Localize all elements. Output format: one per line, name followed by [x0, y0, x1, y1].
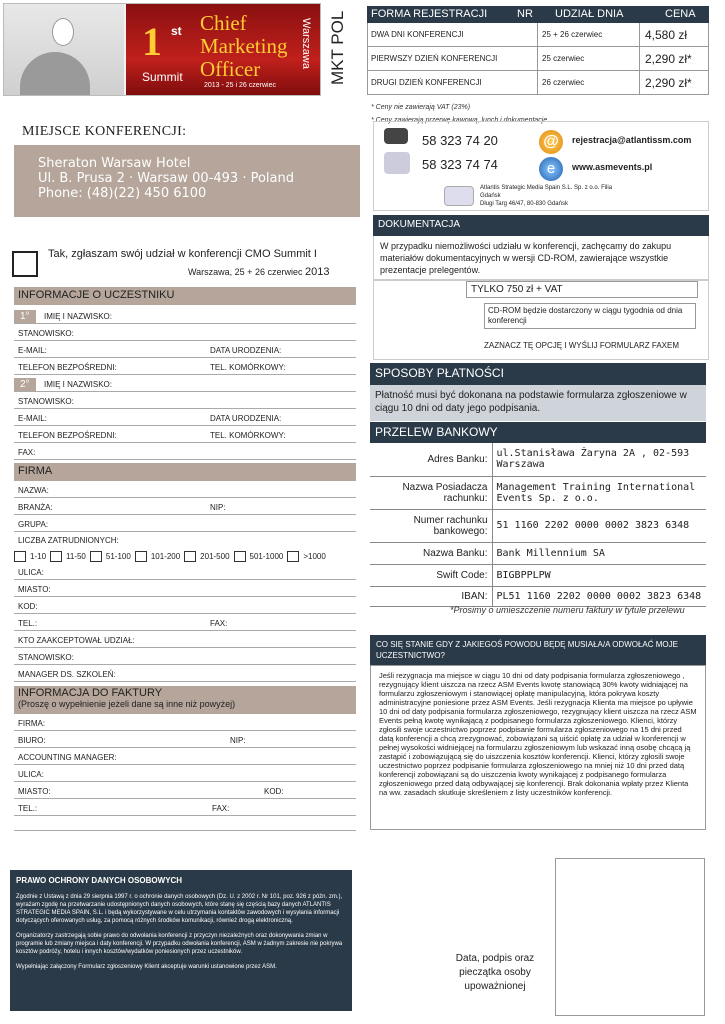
employees-checkbox[interactable]	[287, 551, 299, 562]
logo-dates: 2013 - 25 i 26 czerwiec	[204, 82, 276, 89]
company-city[interactable]: MIASTO:	[14, 580, 356, 597]
employees-checkbox[interactable]	[90, 551, 102, 562]
venue-title: MIEJSCE KONFERENCJI:	[22, 124, 187, 139]
bank-row: IBAN: PL51 1160 2202 0000 0002 3823 6348	[370, 586, 706, 606]
lightbulb-icon	[52, 18, 74, 46]
employees-checkbox[interactable]	[234, 551, 246, 562]
privacy-cancel: Organizatorzy zastrzegają sobie prawo do odwołania konferencji z przyczyn niezależnych oraz dokonywania zmian w programie lub zmiany miejsca i daty konferencji. W przypadku odwołania konferencji, ASM w żadnym zakresie nie pokrywa kosztów podróży, hotelu i innych kosztów/wydatków poniesionych przez uczestników.	[16, 933, 343, 955]
employees-checkbox[interactable]	[14, 551, 26, 562]
employees-checkbox[interactable]	[135, 551, 147, 562]
payment-header: SPOSOBY PŁATNOŚCI	[370, 363, 706, 385]
includes-note: * Ceny zawierają przerwę kawową, lunch i dokumentacje	[371, 117, 548, 124]
registration-title: FORMA REJESTRACJI	[371, 8, 488, 20]
envelope-icon	[444, 186, 474, 206]
row-name: DWA DNI KONFERENCJI	[371, 30, 464, 39]
invoice-accounting[interactable]: ACCOUNTING MANAGER:	[14, 748, 356, 765]
col-days: UDZIAŁ DNIA	[555, 8, 624, 20]
company-header: FIRMA	[14, 463, 356, 481]
row-days: 26 czerwiec	[542, 78, 585, 87]
phone-number[interactable]: 58 323 74 20	[422, 133, 498, 148]
registration-row[interactable]	[367, 71, 709, 95]
participant-2-position[interactable]: STANOWISKO:	[14, 392, 356, 409]
registration-row[interactable]	[367, 23, 709, 47]
participate-text: Tak, zgłaszam swój udział w konferencji CMO Summit I	[48, 248, 317, 260]
cdrom-price: TYLKO 750 zł + VAT	[466, 281, 698, 298]
row-price: 2,290 zł*	[645, 76, 692, 90]
company-accepted-by[interactable]: KTO ZAAKCEPTOWAŁ UDZIAŁ:	[14, 631, 356, 648]
divider	[14, 830, 356, 831]
invoice-tel[interactable]: TEL.: FAX:	[14, 799, 356, 816]
privacy-accept: Wypełniając załączony Formularz zgłoszeniowy Klient akceptuje warunki ustanowione przez ASM.	[16, 964, 277, 970]
participate-checkbox[interactable]	[12, 251, 38, 277]
company-tel[interactable]: TEL.: FAX:	[14, 614, 356, 631]
company-branch[interactable]: BRANŻA: NIP:	[14, 498, 356, 515]
vat-note: * Ceny nie zawierają VAT (23%)	[371, 104, 471, 111]
company-code[interactable]: KOD:	[14, 597, 356, 614]
logo-ordinal: st	[171, 24, 182, 38]
company-position[interactable]: STANOWISKO:	[14, 648, 356, 665]
website-link[interactable]: www.asmevents.pl	[572, 162, 653, 172]
company-street[interactable]: ULICA:	[14, 563, 356, 580]
privacy-consent: Zgodnie z Ustawą z dnia 29 sierpnia 1997 r. o ochronie danych osobowych (Dz. U. z 2002 r. Nr 101, poz. 926 z późn. zm.), wyrażam zgodę na przetwarzanie udostępnionych danych osobowych, które stanę się częścią bazy danych ATLANTIS STRATEGIC MEDIA SPAIN, S.L. i będą wykorzystywane w celu utrzymania kontaktów zawodowych i wysyłania informacji dotyczących oferowanych usług, za pomocą różnych środków komunikacji, również drogą elektroniczną.	[16, 894, 343, 924]
summit-logo	[3, 3, 321, 96]
mkt-label: MKT POL	[328, 10, 347, 86]
invoice-header: INFORMACJA DO FAKTURY (Proszę o wypełnienie jeżeli dane są inne niż powyżej)	[14, 686, 356, 714]
venue-box	[14, 145, 360, 217]
participant-1-name[interactable]: 1° IMIĘ I NAZWISKO:	[14, 307, 356, 324]
documentation-header: DOKUMENTACJA	[373, 215, 709, 236]
transfer-header: PRZELEW BANKOWY	[370, 422, 706, 443]
participant-1-phone[interactable]: TELEFON BEZPOŚREDNI: TEL. KOMÓRKOWY:	[14, 358, 356, 375]
participant-2-email[interactable]: E-MAIL: DATA URODZENIA:	[14, 409, 356, 426]
row-name: PIERWSZY DZIEŃ KONFERENCJI	[371, 54, 498, 63]
logo-city: Warszawa	[300, 18, 312, 69]
browser-icon: e	[539, 157, 563, 181]
participant-2-phone[interactable]: TELEFON BEZPOŚREDNI: TEL. KOMÓRKOWY:	[14, 426, 356, 443]
cdrom-note: CD-ROM będzie dostarczony w ciągu tygodnia od dnia konferencji	[484, 303, 696, 329]
registration-row[interactable]	[367, 47, 709, 71]
row-days: 25 czerwiec	[542, 54, 585, 63]
bank-row: Swift Code: BIGBPPLPW	[370, 564, 706, 586]
participate-subtitle: Warszawa, 25 + 26 czerwiec 2013	[188, 266, 330, 278]
privacy-title: PRAWO OCHRONY DANYCH OSOBOWYCH	[16, 876, 183, 885]
payment-text: Płatność musi być dokonana na podstawie formularza zgłoszeniowe w ciągu 10 dni od daty jego podpisania.	[370, 385, 706, 421]
cancel-text: Jeśli rezygnacja ma miejsce w ciągu 10 dni od daty podpisania formularza zgłoszeniowego , rezygnujący klient uiszcza na rzecz ASM Events kwotę stanowiącą 30% kwoty widniającej na formularzu zgłoszeniowym i stanowiącej opłatę manipulacyjną, która pokrywa koszty administracyjne poniesione przez ASM Events. Jeśli rezygnacja Klienta ma miejsce po upływie 10 dni od daty podpisania formularza zgłoszeniowego, rezygnujący klient uiszcza na rzecz ASM Events pełną kwotę wynikającą z podpisanego formularza zgłoszeniowego. Klienci, którzy zgłosili swoje uczestnictwo poprzez podpisanie formularza zgłoszeniowego na 15 dni przed datą konferencji a chcą zrezygnować, zobowiązani są uiścić opłatę za udział w konferencji w pełnej wysokości widniejącej na formularzu zgłoszeniowym lub wskazać inną osobę chcącą ją zastąpić i zobowiązującą się do uiszczenia kosztów konferencji. Klienci, którzy zgłosili swoje uczestnictwo poprzez podpisanie formularza zgłoszeniowego na mniej niż 10 dni przed datą konferencji zobowiązani są do uiszczenia kwoty wynikającej z podpisanego formularza zgłoszeniowego przed datą odbywającej się konferencji. Brak dokonania wpłaty przez Klienta na ww. zasadach skutkuje skreśleniem z listy uczestników konferencji.	[370, 665, 706, 830]
venue-phone: Phone: (48)(22) 450 6100	[38, 186, 207, 201]
row-name: DRUGI DZIEŃ KONFERENCJI	[371, 78, 482, 87]
company-group[interactable]: GRUPA:	[14, 515, 356, 532]
row-price: 2,290 zł*	[645, 52, 692, 66]
invoice-firm[interactable]: FIRMA:	[14, 714, 356, 731]
privacy-box	[10, 870, 352, 1011]
bank-row: Nazwa Banku: Bank Millennium SA	[370, 542, 706, 564]
participant-1-position[interactable]: STANOWISKO:	[14, 324, 356, 341]
row-price: 4,580 zł	[645, 28, 688, 42]
logo-title: Chief Marketing Officer	[200, 11, 288, 81]
email-link[interactable]: rejestracja@atlantissm.com	[572, 135, 692, 145]
invoice-street[interactable]: ULICA:	[14, 765, 356, 782]
employees-checkbox[interactable]	[50, 551, 62, 562]
bank-row: Adres Banku: ul.Stanisława Żaryna 2A , 02-593 Warszawa	[370, 443, 706, 476]
venue-hotel: Sheraton Warsaw Hotel	[38, 156, 191, 171]
registration-header	[367, 6, 709, 23]
employees-checkbox[interactable]	[184, 551, 196, 562]
bank-row: Nazwa Posiadacza rachunku: Management Training International Events Sp. z o.o.	[370, 476, 706, 509]
company-name[interactable]: NAZWA:	[14, 481, 356, 498]
row-days: 25 + 26 czerwiec	[542, 30, 603, 39]
payment-note: *Prosimy o umieszczenie numeru faktury w tytule przelewu	[450, 605, 685, 615]
bank-table	[370, 443, 706, 607]
bank-row: Numer rachunku bankowego: 51 1160 2202 0000 0002 3823 6348	[370, 509, 706, 542]
participant-header: INFORMACJE O UCZESTNIKU	[14, 287, 356, 305]
postal-address: Atlantis Strategic Media Spain S.L. Sp. z o.o. Filia Gdańsk Długi Targ 46/47, 80-830 Gdańsk	[480, 185, 613, 207]
col-price: CENA	[665, 8, 696, 20]
employees-options: 1-10 11-50 51-100 101-200 201-500 501-1000 >1000	[14, 549, 360, 563]
registration-table	[367, 6, 709, 124]
participant-2-name[interactable]: 2° IMIĘ I NAZWISKO:	[14, 375, 356, 392]
at-icon: @	[539, 130, 563, 154]
contact-box	[373, 121, 709, 211]
invoice-office[interactable]: BIURO: NIP:	[14, 731, 356, 748]
signature-box[interactable]	[555, 858, 705, 1016]
telephone-icon	[384, 128, 408, 144]
cdrom-box	[373, 280, 709, 360]
fax-icon	[384, 152, 410, 174]
venue-address: Ul. B. Prusa 2 · Warsaw 00-493 · Poland	[38, 171, 294, 186]
cancel-header: CO SIĘ STANIE GDY Z JAKIEGOŚ POWODU BĘDĘ MUSIAŁA/A ODWOŁAĆ MOJE UCZESTNICTWO?	[370, 635, 706, 665]
logo-number: 1	[142, 19, 162, 64]
participant-fax[interactable]: FAX:	[14, 443, 356, 460]
cdrom-option[interactable]: ZAZNACZ TĘ OPCJĘ I WYŚLIJ FORMULARZ FAXEM	[484, 341, 679, 350]
company-training-manager[interactable]: MANAGER DS. SZKOLEŃ:	[14, 665, 356, 682]
logo-summit: Summit	[142, 70, 183, 84]
participant-1-email[interactable]: E-MAIL: DATA URODZENIA:	[14, 341, 356, 358]
col-nr: NR	[517, 8, 533, 20]
fax-number[interactable]: 58 323 74 74	[422, 157, 498, 172]
employees-label: LICZBA ZATRUDNIONYCH:	[18, 536, 119, 545]
invoice-city[interactable]: MIASTO: KOD:	[14, 782, 356, 799]
documentation-text: W przypadku niemożliwości udziału w konferencji, zachęcamy do zakupu materiałów dokumentacyjnych w wersji CD-ROM, zawierające wszystkie prezentacje prelegentów.	[373, 236, 709, 280]
signature-label: Data, podpis oraz pieczątka osoby upoważnionej	[455, 953, 535, 992]
